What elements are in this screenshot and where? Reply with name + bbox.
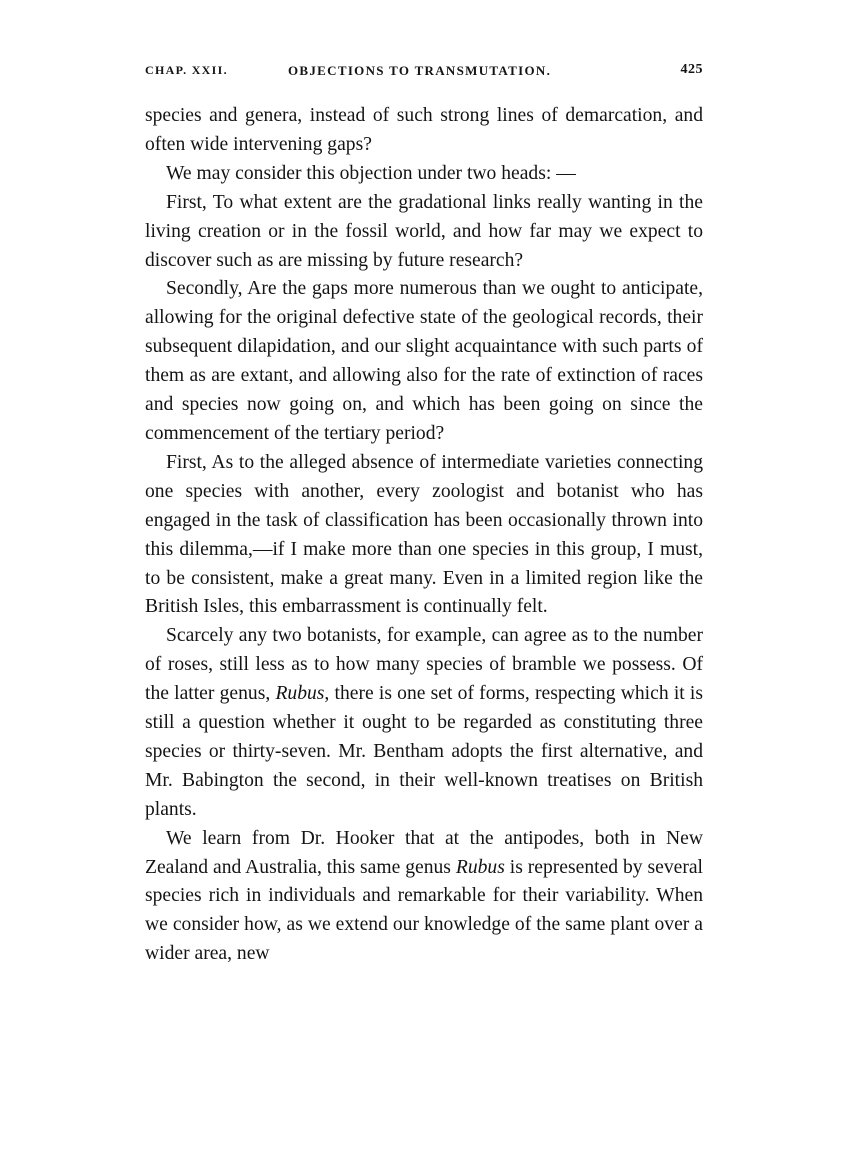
paragraph-text: First, To what extent are the gradational links really wanting in the living creation or in the fossil world, and how far may we expect to discover such as are missing by future research? xyxy=(145,191,703,271)
paragraph-1 xyxy=(145,102,703,160)
paragraph-text: First, As to the alleged absence of intermediate varieties connecting one species with another, every zoologist and botanist who has engaged in the task of classification has been occasionally thrown into this dilemma,—if I make more than one species in this group, I must, to be consistent, make a great many. Even in a limited region like the British Isles, this embarrassment is continually felt. xyxy=(145,451,703,618)
paragraph-7 xyxy=(145,825,703,970)
chapter-title: OBJECTIONS TO TRANSMUTATION. xyxy=(288,63,552,78)
genus-name-italic: Rubus xyxy=(455,856,505,878)
genus-name-italic: Rubus xyxy=(275,683,325,705)
paragraph-text: Scarcely any two botanists, for example, can agree as to the number of roses, still less as to how many species of bramble we possess. Of the latter genus, xyxy=(145,625,703,705)
chapter-label: CHAP. XXII. xyxy=(145,63,228,77)
paragraph-4 xyxy=(145,275,703,448)
paragraph-text: species and genera, instead of such strong lines of demarcation, and often wide intervening gaps? xyxy=(145,105,703,155)
paragraph-text: is represented by several species rich in individuals and remarkable for their variability. When we consider how, as we extend our knowledge of the same plant over a wider area, new xyxy=(145,856,703,965)
paragraph-6 xyxy=(145,622,703,824)
running-head xyxy=(145,63,703,83)
paragraph-text: We may consider this objection under two heads: — xyxy=(166,162,576,184)
paragraph-3 xyxy=(145,189,703,276)
paragraph-5 xyxy=(145,449,703,622)
paragraph-2 xyxy=(145,160,703,189)
paragraph-text: , there is one set of forms, respecting which it is still a question whether it ought to be regarded as constituting three species or thirty-seven. Mr. Bentham adopts the first alternative, and Mr. Babington the second, in their well-known treatises on British plants. xyxy=(145,683,703,820)
paragraph-text: Secondly, Are the gaps more numerous than we ought to anticipate, allowing for the original defective state of the geological records, their subsequent dilapidation, and our slight acquaintance with such parts of them as are extant, and allowing also for the rate of extinction of races and species now going on, and which has been going on since the commencement of the tertiary period? xyxy=(145,278,703,444)
page-number: 425 xyxy=(680,62,703,77)
paragraph-text: We learn from Dr. Hooker that at the antipodes, both in New Zealand and Australia, this same genus xyxy=(145,827,703,878)
body-text xyxy=(145,102,703,969)
